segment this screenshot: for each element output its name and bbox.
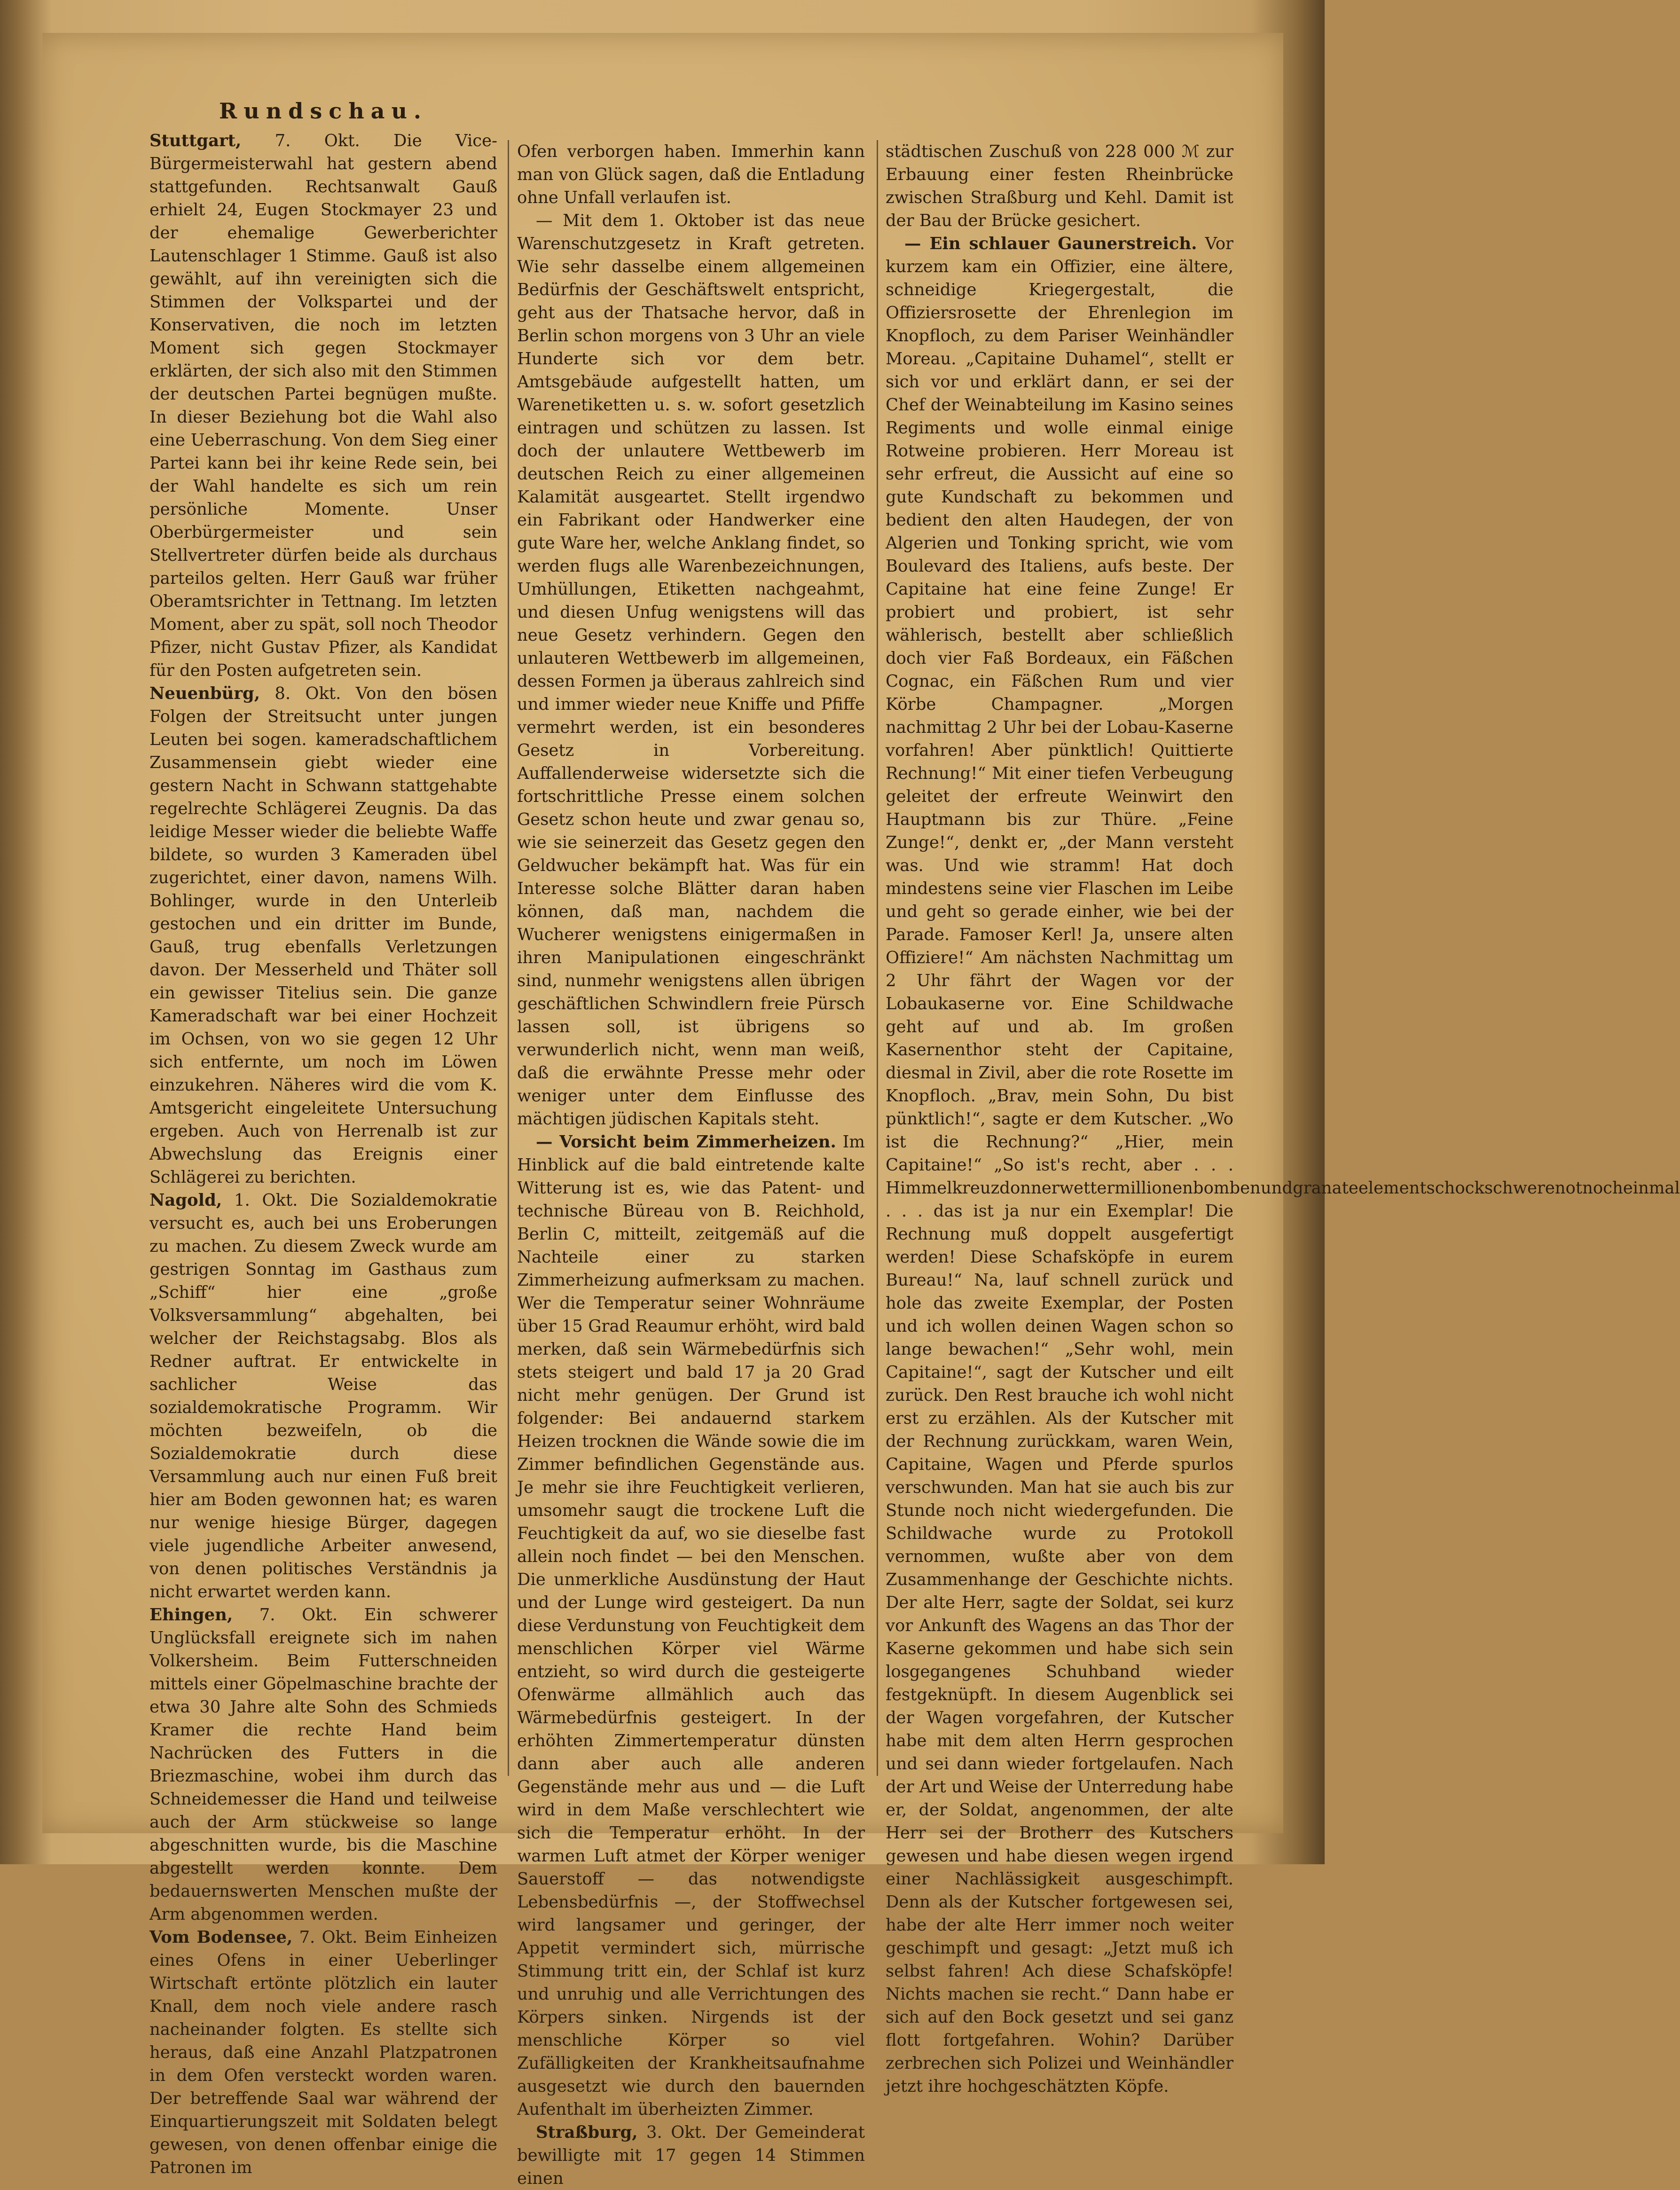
article bbox=[886, 232, 1680, 2098]
article-text: 3. Okt. Der Gemeinderat bewilligte mit 17 gegen 14 Stimmen einen bbox=[517, 2123, 865, 2188]
article-text: 7. Okt. Ein schwerer Unglücksfall ereignete sich im nahen Volkersheim. Beim Futterschneiden mittels einer Göpelmaschine brachte der etwa 30 Jahre alte Sohn des Schmieds Kramer die rechte Hand beim Nachrücken des Futters in die Briezmaschine, wobei ihm durch das Schneidemesser die Hand und teilweise auch der Arm stückweise so lange abgeschnitten wurde, bis die Maschine abgestellt werden konnte. Dem bedauernswerten Menschen mußte der Arm abgenommen werden. bbox=[149, 1605, 497, 1924]
dateline: Straßburg, bbox=[536, 2123, 638, 2142]
column-2 bbox=[517, 140, 865, 2190]
section-heading: Rundschau. bbox=[219, 98, 428, 124]
article-text: 7. Okt. Beim Einheizen eines Ofens in einer Ueberlinger Wirtschaft ertönte plötzlich ein lauter Knall, dem noch viele andere rasch nacheinander folgten. Es stellte sich heraus, daß eine Anzahl Platzpatronen in dem Ofen versteckt worden waren. Der betreffende Saal war während der Einquartierungszeit mit Soldaten belegt gewesen, von denen offenbar einige die Patronen im bbox=[149, 1928, 498, 2177]
article-text: 7. Okt. Die Vice-Bürgermeisterwahl hat gestern abend stattgefunden. Rechtsanwalt Gauß erhielt 24, Eugen Stockmayer 23 und der ehemalige Gewerberichter Lautenschlager 1 Stimme. Gauß ist also gewählt, auf ihn vereinigten sich die Stimmen der Volkspartei und der Konservativen, die noch im letzten Moment sich gegen Stockmayer erklärten, der sich also mit den Stimmen der deutschen Partei begnügen mußte. In dieser Beziehung bot die Wahl also eine Ueberraschung. Von dem Sieg einer Partei kann bei ihr keine Rede sein, bei der Wahl handelte es sich um rein persönliche Momente. Unser Oberbürgermeister und sein Stellvertreter dürfen beide als durchaus parteilos gelten. Herr Gauß war früher Oberamtsrichter in Tettnang. Im letzten Moment, aber zu spät, soll noch Theodor Pfizer, nicht Gustav Pfizer, als Kandidat für den Posten aufgetreten sein. bbox=[149, 131, 497, 680]
dateline: Ehingen, bbox=[149, 1605, 233, 1625]
article-text: Ofen verborgen haben. Immerhin kann man von Glück sagen, daß die Entladung ohne Unfall verlaufen ist. bbox=[517, 142, 865, 207]
article-headline: — Vorsicht beim Zimmerheizen. bbox=[536, 1132, 836, 1152]
article-text: — Mit dem 1. Oktober ist das neue Warenschutzgesetz in Kraft getreten. Wie sehr dasselbe einem allgemeinen Bedürfnis der Geschäftswelt entspricht, geht aus der Thatsache hervor, daß in Berlin schon morgens von 3 Uhr an viele Hunderte sich vor dem betr. Amtsgebäude aufgestellt hatten, um Warenetiketten u. s. w. sofort gesetzlich eintragen und schützen zu lassen. Ist doch der unlautere Wettbewerb im deutschen Reich zu einer allgemeinen Kalamität ausgeartet. Stellt irgendwo ein Fabrikant oder Handwerker eine gute Ware her, welche Anklang findet, so werden flugs alle Warenbezeichnungen, Umhüllungen, Etiketten nachgeahmt, und diesen Unfug wenigstens will das neue Gesetz verhindern. Gegen den unlauteren Wettbewerb im allgemeinen, dessen Formen ja überaus zahlreich sind und immer wieder neue Kniffe und Pfiffe vermehrt werden, ist ein besonderes Gesetz in Vorbereitung. Auffallenderweise widersetzte sich die fortschrittliche Presse einem solchen Gesetz schon heute und zwar genau so, wie sie seinerzeit das Gesetz gegen den Geldwucher bekämpft hat. Was für ein Interesse solche Blätter daran haben können, daß man, nachdem die Wucherer wenigstens einigermaßen in ihren Manipulationen eingeschränkt sind, nunmehr wenigstens allen übrigen geschäftlichen Schwindlern freie Pürsch lassen soll, ist übrigens so verwunderlich nicht, wenn man weiß, daß die erwähnte Presse mehr oder weniger unter dem Einflusse des mächtigen jüdischen Kapitals steht. bbox=[517, 211, 865, 1129]
dateline: Vom Bodensee, bbox=[149, 1928, 293, 1947]
dateline: Nagold, bbox=[149, 1191, 222, 1210]
article-text: Im Hinblick auf die bald eintretende kalte Witterung ist es, wie das Patent- und technische Büreau von B. Reichhold, Berlin C, mitteilt, zeitgemäß auf die Nachteile einer zu starken Zimmerheizung aufmerksam zu machen. Wer die Temperatur seiner Wohnräume über 15 Grad Reaumur erhöht, wird bald merken, daß sein Wärmebedürfnis sich stets steigert und bald 17 ja 20 Grad nicht mehr genügen. Der Grund ist folgender: Bei andauernd starkem Heizen trocknen die Wände sowie die im Zimmer befindlichen Gegenstände aus. Je mehr sie ihre Feuchtigkeit verlieren, umsomehr saugt die trockene Luft die Feuchtigkeit da auf, wo sie dieselbe fast allein noch findet — bei den Menschen. Die unmerkliche Ausdünstung der Haut und der Lunge wird gesteigert. Da nun diese Verdunstung von Feuchtigkeit dem menschlichen Körper viel Wärme entzieht, so wird durch die gesteigerte Ofenwärme allmählich auch das Wärmebedürfnis gesteigert. In der erhöhten Zimmertemperatur dünsten dann aber auch alle anderen Gegenstände mehr aus und — die Luft wird in dem Maße verschlechtert wie sich die Temperatur erhöht. In der warmen Luft atmet der Körper weniger Sauerstoff — das notwendigste Lebensbedürfnis —, der Stoffwechsel wird langsamer und geringer, der Appetit vermindert sich, mürrische Stimmung tritt ein, der Schlaf ist kurz und unruhig und alle Verrichtungen des Körpers sinken. Nirgends ist der menschliche Körper so viel Zufälligkeiten der Krankheitsaufnahme ausgesetzt wie durch den bauernden Aufenthalt im überheizten Zimmer. bbox=[517, 1132, 865, 2119]
article bbox=[517, 1130, 865, 2121]
article bbox=[517, 2121, 865, 2190]
newspaper-page bbox=[42, 33, 1680, 2188]
column-divider-2 bbox=[877, 140, 878, 1776]
article bbox=[149, 1189, 497, 1603]
article bbox=[149, 129, 497, 682]
article bbox=[517, 140, 865, 209]
article-text: Vor kurzem kam ein Offizier, eine ältere, schneidige Kriegergestalt, die Offiziersrosette der Ehrenlegion im Knopfloch, zu dem Pariser Weinhändler Moreau. „Capitaine Duhamel“, stellt er sich vor und erklärt dann, er sei der Chef der Weinabteilung im Kasino seines Regiments und wolle einmal einige Rotweine probieren. Herr Moreau ist sehr erfreut, die Aussicht auf eine so gute Kundschaft zu bekommen und bedient den alten Haudegen, der von Algerien und Tonking spricht, wie vom Boulevard des Italiens, aufs beste. Der Capitaine hat eine feine Zunge! Er probiert und probiert, ist sehr wählerisch, bestellt aber schließlich doch vier Faß Bordeaux, ein Fäßchen Cognac, ein Fäßchen Rum und vier Körbe Champagner. „Morgen nachmittag 2 Uhr bei der Lobau-Kaserne vorfahren! Aber pünktlich! Quittierte Rechnung!“ Mit einer tiefen Verbeugung geleitet der erfreute Weinwirt den Hauptmann bis zur Thüre. „Feine Zunge!“, denkt er, „der Mann versteht was. Und wie stramm! Hat doch mindestens seine vier Flaschen im Leibe und geht so gerade einher, wie bei der Parade. Famoser Kerl! Ja, unsere alten Offiziere!“ Am nächsten Nachmittag um 2 Uhr fährt der Wagen vor der Lobaukaserne vor. Eine Schildwache geht auf und ab. Im großen Kasernenthor steht der Capitaine, diesmal in Zivil, aber die rote Rosette im Knopfloch. „Brav, mein Sohn, Du bist pünktlich!“, sagte er dem Kutscher. „Wo ist die Rechnung?“ „Hier, mein Capitaine!“ „So ist's recht, aber . . . Himmelkreuzdonnerwettermillionenbombenundgranateelementschockschwerenotnocheinmal . . . das ist ja nur ein Exemplar! Die Rechnung muß doppelt ausgefertigt werden! Diese Schafsköpfe in eurem Bureau!“ Na, lauf schnell zurück und hole das zweite Exemplar, der Posten und ich wollen deinen Wagen schon so lange bewachen!“ „Sehr wohl, mein Capitaine!“, sagt der Kutscher und eilt zurück. Den Rest brauche ich wohl nicht erst zu erzählen. Als der Kutscher mit der Rechnung zurückkam, waren Wein, Capitaine, Wagen und Pferde spurlos verschwunden. Man hat sie auch bis zur Stunde noch nicht wiedergefunden. Die Schildwache wurde zu Protokoll vernommen, wußte aber von dem Zusammenhange der Geschichte nichts. Der alte Herr, sagte der Soldat, sei kurz vor Ankunft des Wagens an das Thor der Kaserne gekommen und habe sich sein losgegangenes Schuhband wieder festgeknüpft. In diesem Augenblick sei der Wagen vorgefahren, der Kutscher habe mit dem alten Herrn gesprochen und sei dann wieder fortgelaufen. Nach der Art und Weise der Unterredung habe er, der Soldat, angenommen, der alte Herr sei der Brotherr des Kutschers gewesen und habe diesen wegen irgend einer Nachlässigkeit ausgeschimpft. Denn als der Kutscher fortgewesen sei, habe der alte Herr immer noch weiter geschimpft und gesagt: „Jetzt muß ich selbst fahren! Ach diese Schafsköpfe! Nichts machen sie recht.“ Dann habe er sich auf den Bock gesetzt und sei ganz flott fortgefahren. Wohin? Darüber zerbrechen sich Polizei und Weinhändler jetzt ihre hochgeschätzten Köpfe. bbox=[886, 234, 1680, 2096]
column-1 bbox=[149, 100, 497, 2179]
article bbox=[517, 209, 865, 1130]
article-text: städtischen Zuschuß von 228 000 ℳ zur Erbauung einer festen Rheinbrücke zwischen Straßburg und Kehl. Damit ist der Bau der Brücke gesichert. bbox=[886, 142, 1233, 230]
article bbox=[149, 682, 497, 1189]
article-headline: — Ein schlauer Gaunerstreich. bbox=[904, 234, 1197, 253]
dateline: Stuttgart, bbox=[149, 131, 242, 150]
dateline: Neuenbürg, bbox=[149, 684, 260, 703]
article bbox=[886, 140, 1233, 232]
article-text: 1. Okt. Die Sozialdemokratie versucht es, auch bei uns Eroberungen zu machen. Zu diesem Zweck wurde am gestrigen Sonntag im Gasthaus zum „Schiff“ hier eine „große Volksversammlung“ abgehalten, bei welcher der Reichstagsabg. Blos als Redner auftrat. Er entwickelte in sachlicher Weise das sozialdemokratische Programm. Wir möchten bezweifeln, ob die Sozialdemokratie durch diese Versammlung auch nur einen Fuß breit hier am Boden gewonnen hat; es waren nur wenige hiesige Bürger, dagegen viele jugendliche Arbeiter anwesend, von denen politisches Verständnis ja nicht erwartet werden kann. bbox=[149, 1191, 497, 1601]
column-3 bbox=[886, 140, 1680, 2098]
article bbox=[149, 1603, 497, 1926]
article-text: 8. Okt. Von den bösen Folgen der Streitsucht unter jungen Leuten bei sogen. kameradschaftlichem Zusammensein giebt wieder eine gestern Nacht in Schwann stattgehabte regelrechte Schlägerei Zeugnis. Da das leidige Messer wieder die beliebte Waffe bildete, so wurden 3 Kameraden übel zugerichtet, einer davon, namens Wilh. Bohlinger, wurde in den Unterleib gestochen und ein dritter im Bunde, Gauß, trug ebenfalls Verletzungen davon. Der Messerheld und Thäter soll ein gewisser Titelius sein. Die ganze Kameradschaft war bei einer Hochzeit im Ochsen, von wo sie gegen 12 Uhr sich entfernte, um noch im Löwen einzukehren. Näheres wird die vom K. Amtsgericht eingeleitete Untersuchung ergeben. Auch von Herrenalb ist zur Abwechslung das Ereignis einer Schlägerei zu berichten. bbox=[149, 684, 497, 1187]
article bbox=[149, 1926, 497, 2179]
column-divider-1 bbox=[508, 140, 509, 1776]
